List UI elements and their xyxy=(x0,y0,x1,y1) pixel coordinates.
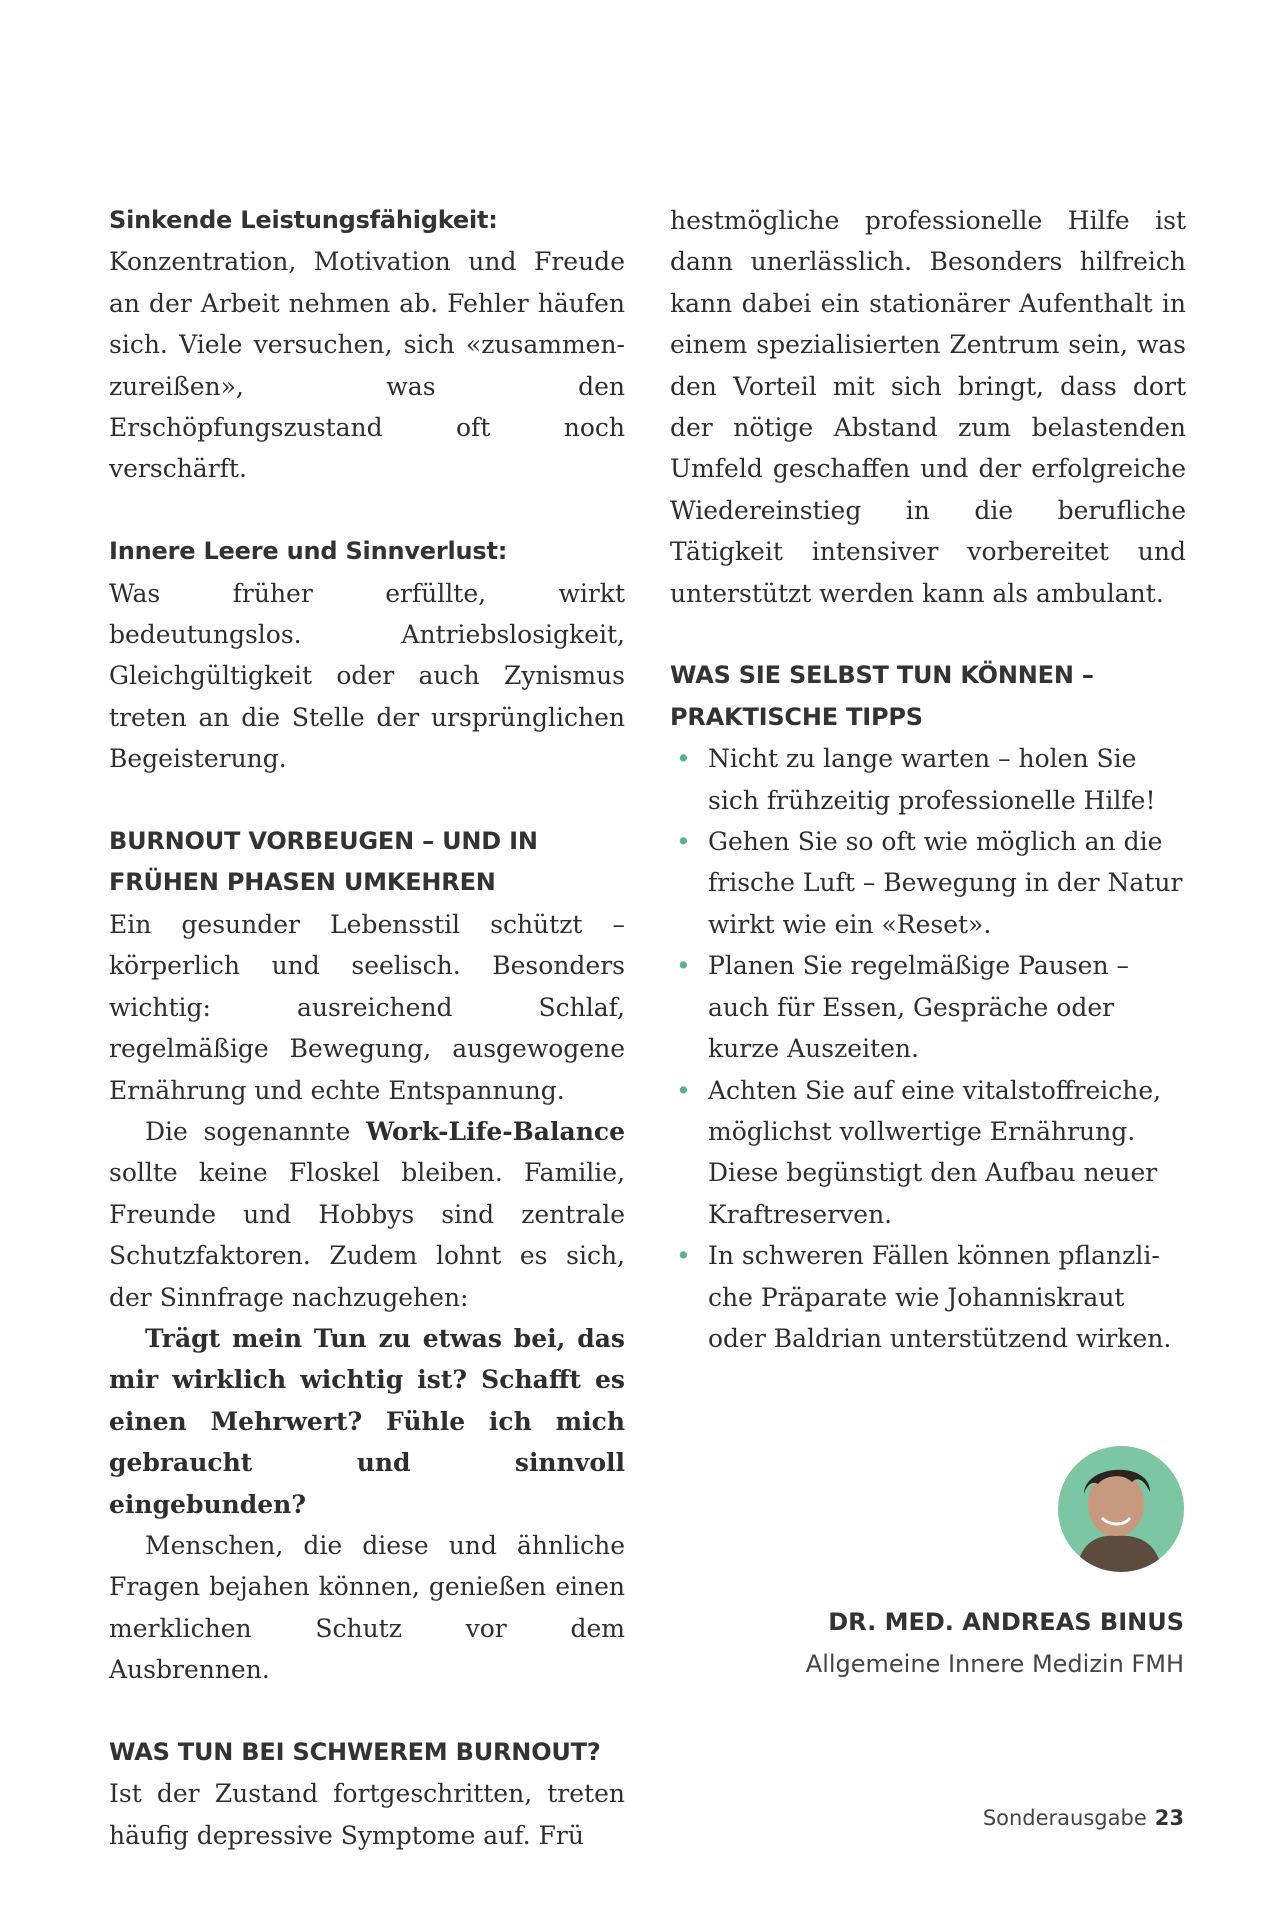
list-item: • Nicht zu lange warten – holen Sie sich frühzeitig professionelle Hilfe! xyxy=(670,738,1186,821)
list-item: • Gehen Sie so oft wie möglich an die frische Luft – Bewegung in der Natur wirkt wie ein «Reset». xyxy=(670,821,1186,945)
bullet-icon: • xyxy=(676,951,691,981)
left-column xyxy=(109,200,625,1856)
bullet-icon: • xyxy=(676,1241,691,1271)
text-fragment: Die sogenannte xyxy=(145,1116,366,1146)
list-item: • Achten Sie auf eine vitalstoffreiche, möglichst vollwertige Ernährung. Diese begünstigt den Aufbau neuer Kraftreserven. xyxy=(670,1070,1186,1236)
bullet-icon: • xyxy=(676,744,691,774)
heading-severe-burnout: WAS TUN BEI SCHWEREM BURNOUT? xyxy=(109,1737,601,1766)
text-fragment: sollte keine Floskel bleiben. Familie, Freunde und Hobbys sind zentrale Schutzfaktoren. Zudem lohnt es sich, der Sinnfrage nachzugehen: xyxy=(109,1158,625,1312)
bullet-icon: • xyxy=(676,1075,691,1105)
paragraph-lifestyle: Ein gesunder Lebensstil schützt – körperlich und seelisch. Besonders wichtig: ausreichend Schlaf, regelmäßige Bewegung, ausgewogene Ernährung und echte Entspannung. xyxy=(109,909,625,1105)
subheading-emptiness: Innere Leere und Sinnverlust: xyxy=(109,537,508,566)
bullet-icon: • xyxy=(676,827,691,857)
term-work-life-balance: Work-Life-Balance xyxy=(365,1116,625,1146)
page-number: 23 xyxy=(1154,1806,1184,1830)
paragraph-protection: Menschen, die diese und ähnliche Fragen bejahen können, genießen einen merklichen Schutz vor dem Ausbrennen. xyxy=(109,1530,625,1685)
author-name: DR. MED. ANDREAS BINUS xyxy=(828,1608,1184,1636)
heading-practical-tips: WAS SIE SELBST TUN KÖNNEN – PRAKTISCHE TIPPS xyxy=(670,661,1094,731)
author-title: Allgemeine Innere Medizin FMH xyxy=(805,1650,1184,1678)
page-footer xyxy=(983,1806,1184,1830)
list-item: • Planen Sie regelmäßige Pausen – auch für Essen, Gespräche oder kurze Auszeiten. xyxy=(670,945,1186,1069)
right-column xyxy=(670,200,1186,1359)
paragraph-emptiness: Was früher erfüllte, wirkt bedeutungslos. Antriebslosigkeit, Gleichgültigkeit oder auch Zynismus treten an die Stelle der ursprünglichen Begeisterung. xyxy=(109,578,625,774)
subheading-performance: Sinkende Leistungsfähigkeit: xyxy=(109,206,498,234)
tips-list xyxy=(670,738,1186,1359)
author-photo xyxy=(1058,1446,1184,1572)
paragraph-professional-help: hestmögliche professionelle Hilfe ist dann unerlässlich. Besonders hilfreich kann dabei ein stationärer Aufenthalt in einem spezialisierten Zentrum sein, was den Vorteil mit sich bringt, dass dort der nötige Abstand zum belastenden Umfeld geschaffen und der erfolgreiche Wiedereinstieg in die berufliche Tätigkeit intensiver vorbereitet und unterstützt werden kann als ambulant. xyxy=(670,206,1186,608)
heading-prevention: BURNOUT VORBEUGEN – UND IN FRÜHEN PHASEN UMKEHREN xyxy=(109,827,538,897)
paragraph-work-life-balance xyxy=(109,1111,625,1318)
questions-block: Trägt mein Tun zu etwas bei, das mir wirklich wichtig ist? Schafft es einen Mehrwert? Fühle ich mich gebraucht und sinnvoll eingebunden? xyxy=(109,1323,625,1519)
paragraph-performance: Konzentration, Motivation und Freude an der Arbeit nehmen ab. Fehler häufen sich. Viele versuchen, sich «zusammenzureißen», was den Erschöpfungszustand oft noch verschärft. xyxy=(109,247,625,484)
portrait-icon xyxy=(1058,1446,1184,1572)
paragraph-severe-burnout: Ist der Zustand fortgeschritten, treten häufig depressive Symptome auf. Frü xyxy=(109,1779,625,1850)
list-item: • In schweren Fällen können pflanzliche Präparate wie Johanniskraut oder Baldrian unterstützend wirken. xyxy=(670,1235,1186,1359)
publication-name: Sonderausgabe xyxy=(982,1806,1147,1830)
